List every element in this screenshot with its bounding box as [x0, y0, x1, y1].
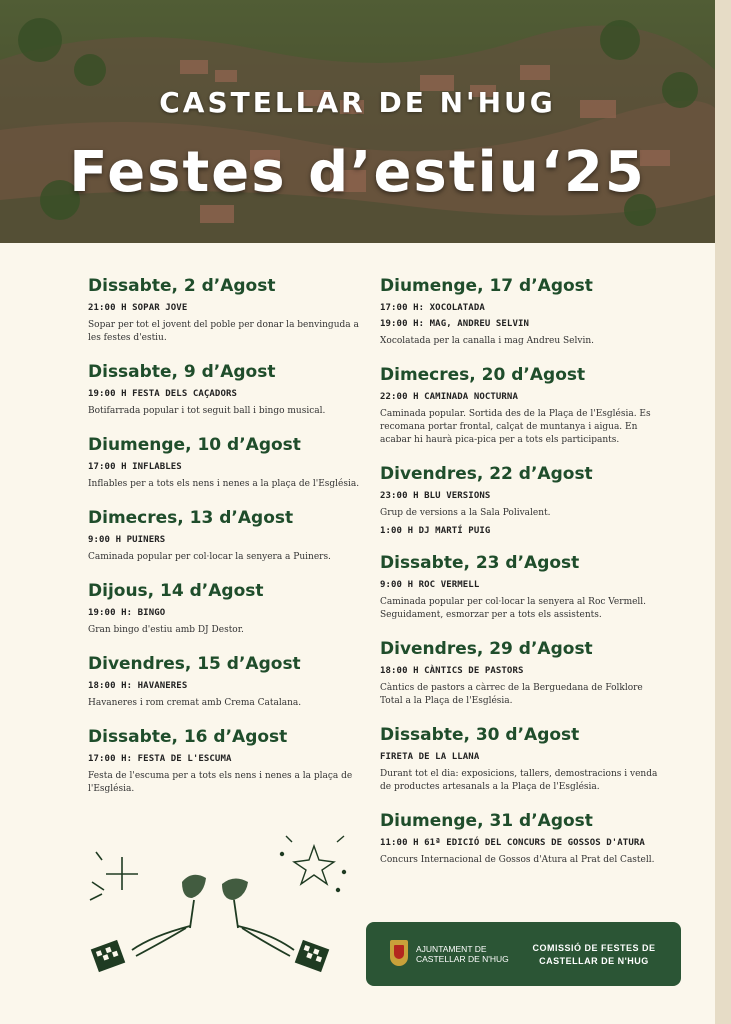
firework-icon: [281, 836, 346, 892]
event-date: Dimecres, 20 d’Agost: [380, 365, 586, 385]
event-time: 9:00 H PUINERS: [88, 535, 166, 545]
event-description: Xocolatada per la canalla i mag Andreu Selvin.: [380, 336, 595, 346]
event-date: Dissabte, 16 d’Agost: [88, 727, 288, 747]
event-block: [88, 507, 368, 564]
event-block: [88, 361, 368, 418]
sparkle-icon: [90, 852, 138, 900]
ajuntament-label: [416, 944, 509, 964]
event-time: 1:00 H DJ MARTÍ PUIG: [380, 526, 491, 536]
event-date: Diumenge, 31 d’Agost: [380, 811, 593, 831]
event-description: Botifarrada popular i tot seguit ball i bingo musical.: [88, 406, 326, 416]
event-description: Càntics de pastors a càrrec de la Berguedana de Folklore Total a la Plaça de l'Església.: [380, 683, 643, 706]
right-edge-strip: [715, 0, 731, 1024]
comissio-line1: COMISSIÓ DE FESTES DE: [532, 943, 656, 953]
event-block: [380, 638, 660, 708]
event-date: Dissabte, 2 d’Agost: [88, 276, 276, 296]
event-block: [380, 463, 660, 536]
event-description: Concurs Internacional de Gossos d'Atura al Prat del Castell.: [380, 855, 655, 865]
schedule-right-column: [380, 275, 660, 867]
town-crest-icon: [390, 940, 408, 966]
event-block: [88, 653, 368, 710]
event-date: Diumenge, 10 d’Agost: [88, 435, 301, 455]
event-block: [88, 275, 368, 345]
event-block: [380, 552, 660, 622]
event-block: [380, 724, 660, 794]
event-description: Caminada popular. Sortida des de la Plaça de l'Església. Es recomana portar frontal, calçat de muntanya i aigua. En acabar hi haurà pica-pica per a tots els participants.: [380, 409, 651, 445]
event-time: 19:00 H FESTA DELS CAÇADORS: [88, 389, 237, 399]
ajuntament-line2: CASTELLAR DE N'HUG: [416, 954, 509, 964]
event-date: Divendres, 15 d’Agost: [88, 654, 301, 674]
hero-banner: [0, 0, 715, 243]
event-description: Caminada popular per col·locar la senyera a Puiners.: [88, 552, 331, 562]
event-time: 17:00 H: FESTA DE L'ESCUMA: [88, 754, 232, 764]
event-time: 18:00 H: HAVANERES: [88, 681, 188, 691]
event-description: Grup de versions a la Sala Polivalent.: [380, 508, 551, 518]
village-photo: [0, 0, 715, 243]
ajuntament-line1: AJUNTAMENT DE: [416, 944, 487, 954]
event-time: 21:00 H SOPAR JOVE: [88, 303, 188, 313]
event-time: 19:00 H: MAG, ANDREU SELVIN: [380, 319, 529, 329]
event-description: Caminada popular per col·locar la senyera al Roc Vermell. Seguidament, esmorzar per a tots els assistents.: [380, 597, 647, 620]
event-date: Dimecres, 13 d’Agost: [88, 508, 294, 528]
event-block: [88, 580, 368, 637]
event-date: Dissabte, 23 d’Agost: [380, 553, 580, 573]
event-description: Inflables per a tots els nens i nenes a la plaça de l'Església.: [88, 479, 360, 489]
event-date: Divendres, 22 d’Agost: [380, 464, 593, 484]
event-block: [88, 726, 368, 796]
event-time: FIRETA DE LA LLANA: [380, 752, 480, 762]
event-date: Dissabte, 30 d’Agost: [380, 725, 580, 745]
event-time: 19:00 H: BINGO: [88, 608, 166, 618]
event-time: 11:00 H 61ª EDICIÓ DEL CONCURS DE GOSSOS D'ATURA: [380, 838, 645, 848]
hero-title: Festes d’estiu‘25: [69, 140, 646, 205]
event-time: 17:00 H: XOCOLATADA: [380, 303, 485, 313]
event-time: 22:00 H CAMINADA NOCTURNA: [380, 392, 518, 402]
event-description: Festa de l'escuma per a tots els nens i nenes a la plaça de l'Església.: [88, 771, 353, 794]
event-description: Durant tot el dia: exposicions, tallers, demostracions i venda de productes artesanals a la Plaça de l'Església.: [380, 769, 658, 792]
event-description: Sopar per tot el jovent del poble per donar la benvinguda a les festes d'estiu.: [88, 320, 359, 343]
event-date: Dissabte, 9 d’Agost: [88, 362, 276, 382]
event-block: [380, 810, 660, 867]
toast-glasses-illustration: [82, 832, 352, 982]
event-time: 23:00 H BLU VERSIONS: [380, 491, 491, 501]
event-date: Diumenge, 17 d’Agost: [380, 276, 593, 296]
footer-box: [366, 922, 681, 986]
event-block: [380, 275, 660, 348]
event-block: [88, 434, 368, 491]
event-date: Dijous, 14 d’Agost: [88, 581, 264, 601]
event-time: 17:00 H INFLABLES: [88, 462, 182, 472]
hero-subtitle: CASTELLAR DE N'HUG: [159, 86, 556, 119]
event-time: 9:00 H ROC VERMELL: [380, 580, 480, 590]
event-date: Divendres, 29 d’Agost: [380, 639, 593, 659]
schedule-left-column: [88, 275, 368, 796]
comissio-label: [524, 942, 664, 968]
event-block: [380, 364, 660, 447]
event-description: Havaneres i rom cremat amb Crema Catalana.: [88, 698, 302, 708]
comissio-line2: CASTELLAR DE N'HUG: [539, 956, 649, 966]
event-description: Gran bingo d'estiu amb DJ Destor.: [88, 625, 244, 635]
event-time: 18:00 H CÀNTICS DE PASTORS: [380, 666, 524, 676]
